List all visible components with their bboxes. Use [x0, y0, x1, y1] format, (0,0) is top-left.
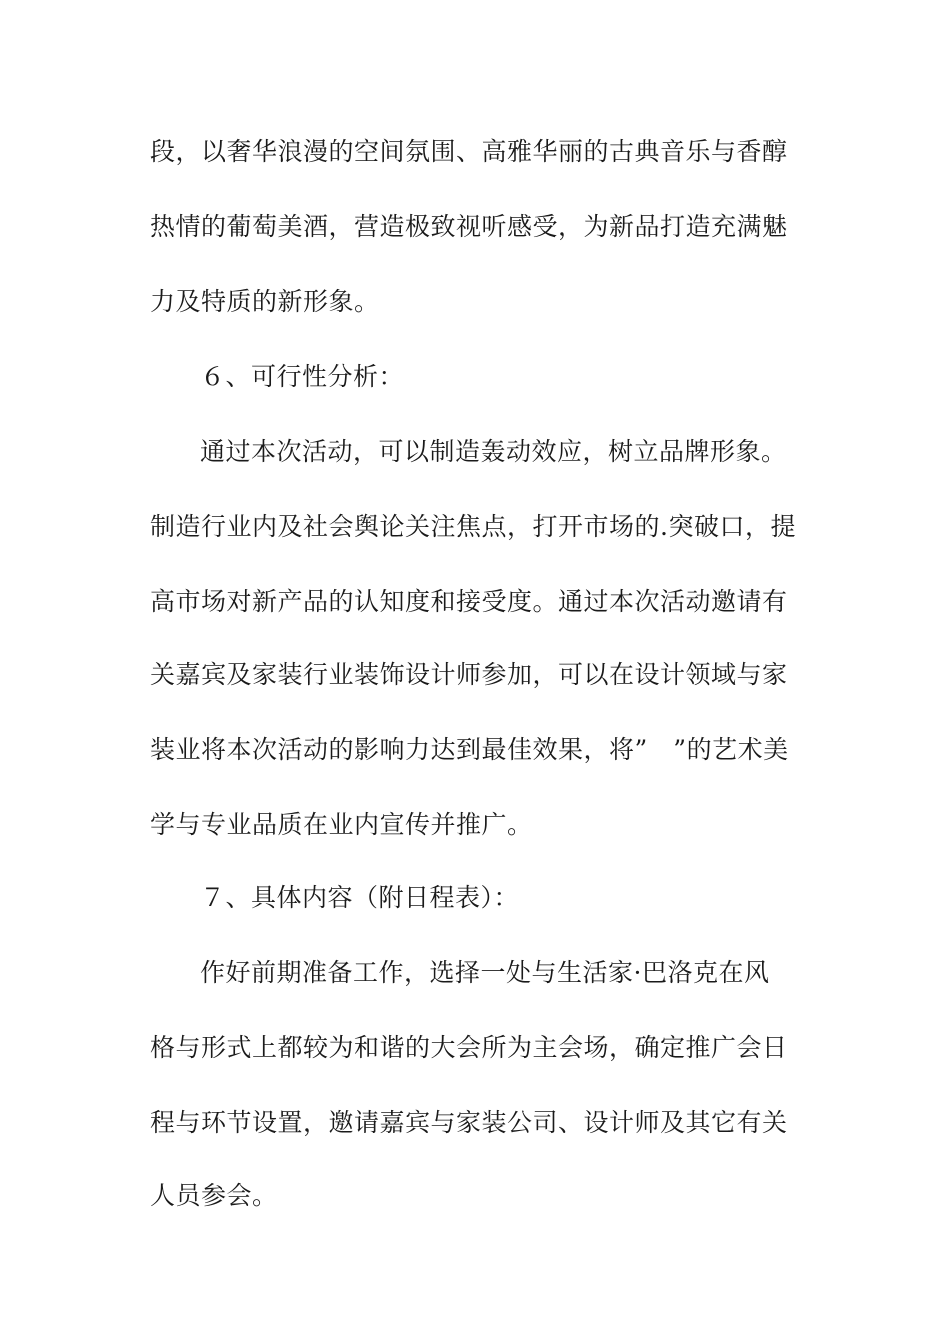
body-text-line: 学与专业品质在业内宣传并推广。: [150, 810, 533, 839]
section-heading-feasibility: ６、可行性分析：: [200, 362, 405, 391]
body-text-line: 程与环节设置，邀请嘉宾与家装公司、设计师及其它有关: [150, 1108, 788, 1137]
body-text-line: 高市场对新产品的认知度和接受度。通过本次活动邀请有: [150, 587, 788, 616]
body-text-line: 力及特质的新形象。: [150, 287, 380, 316]
body-text-line: 装业将本次活动的影响力达到最佳效果，将” ”的艺术美: [150, 735, 789, 764]
body-text-line: 热情的葡萄美酒，营造极致视听感受，为新品打造充满魅: [150, 212, 788, 241]
body-text-line: 关嘉宾及家装行业装饰设计师参加，可以在设计领域与家: [150, 660, 788, 689]
body-text-line: 作好前期准备工作，选择一处与生活家·巴洛克在风: [200, 958, 770, 987]
body-text-line: 人员参会。: [150, 1181, 278, 1210]
body-text-line: 格与形式上都较为和谐的大会所为主会场，确定推广会日: [150, 1033, 788, 1062]
body-text-line: 通过本次活动，可以制造轰动效应，树立品牌形象。: [200, 437, 787, 466]
body-text-line: 段，以奢华浪漫的空间氛围、高雅华丽的古典音乐与香醇: [150, 137, 788, 166]
body-text-line: 制造行业内及社会舆论关注焦点，打开市场的.突破口，提: [150, 512, 796, 541]
section-heading-content: ７、具体内容（附日程表）：: [200, 883, 520, 912]
